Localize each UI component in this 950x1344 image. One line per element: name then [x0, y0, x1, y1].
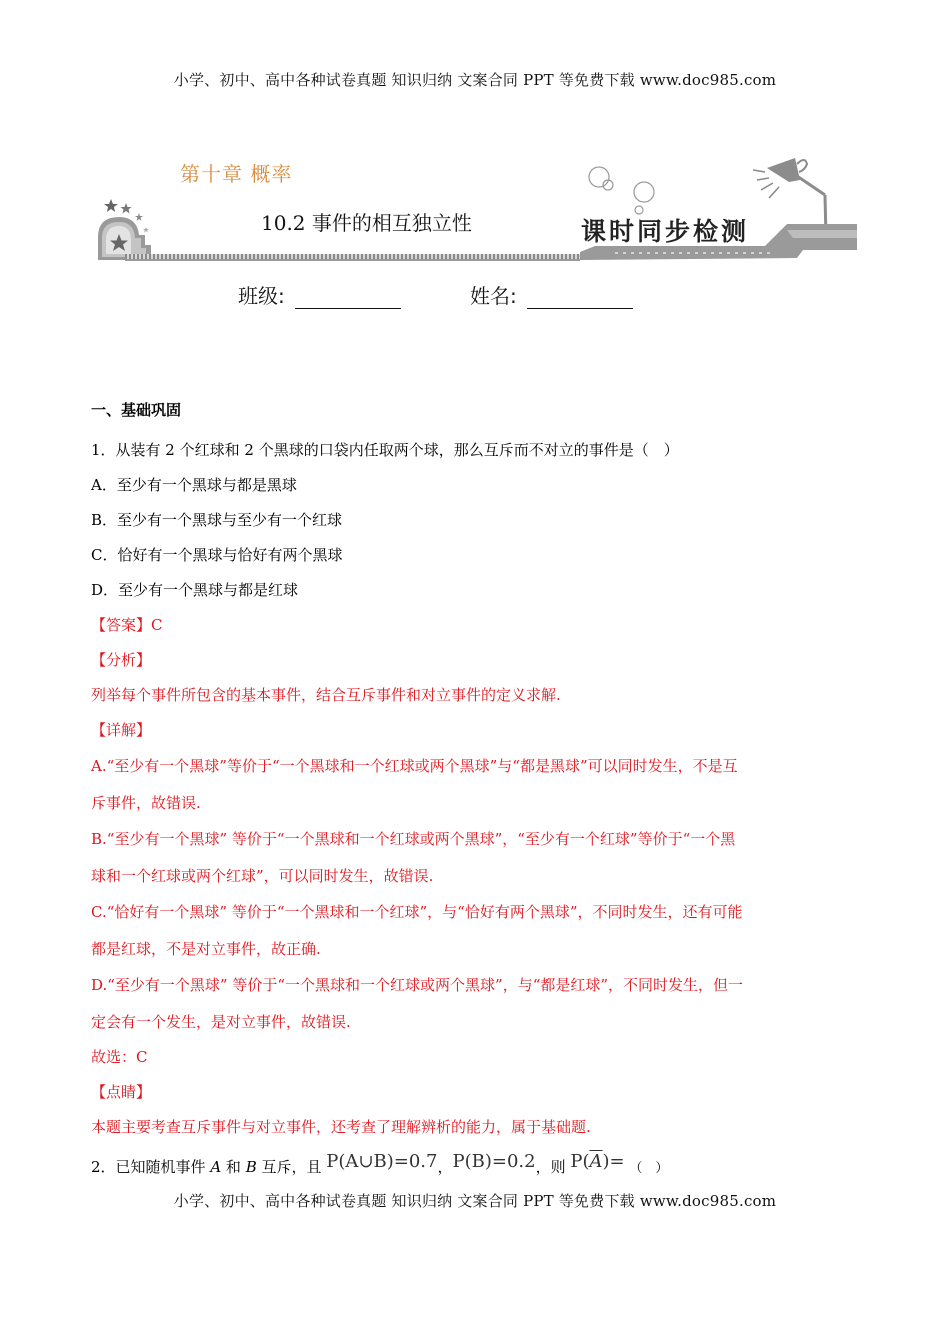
header-watermark: 小学、初中、高中各种试卷真题 知识归纳 文案合同 PPT 等免费下载 www.doc985.com: [173, 71, 777, 89]
chapter-title: 第十章 概率: [180, 162, 293, 186]
question-1-stem: 1．从装有 2 个红球和 2 个黑球的口袋内任取两个球，那么互斥而不对立的事件是（ ）: [91, 441, 679, 459]
detail-line: 斥事件，故错误.: [91, 793, 201, 812]
name-field: [470, 280, 633, 309]
chapter-banner: [95, 140, 865, 265]
name-blank[interactable]: [527, 286, 633, 309]
comment-label: 【点睛】: [91, 1083, 152, 1101]
section-heading: 一、基础巩固: [91, 401, 182, 419]
question-2-stem: 2．已知随机事件 A 和 B 互斥，且 P(A∪B)=0.7，P(B)=0.2，则 $P(\overline{A})=$ （ ）: [91, 1151, 669, 1176]
detail-line: B.“至少有一个黑球” 等价于“一个黑球和一个红球或两个黑球”，“至少有一个红球”等价于“一个黑: [91, 830, 736, 848]
option-b: B．至少有一个黑球与至少有一个红球: [91, 511, 343, 529]
detail-line: 都是红球，不是对立事件，故正确.: [91, 939, 321, 958]
lesson-title: 10.2 事件的相互独立性: [261, 211, 472, 235]
comment-text: 本题主要考查互斥事件与对立事件，还考查了理解辨析的能力，属于基础题.: [91, 1118, 591, 1136]
detail-line: 球和一个红球或两个红球”，可以同时发生，故错误.: [91, 866, 434, 885]
class-blank[interactable]: [295, 286, 401, 309]
banner-divider: [125, 254, 580, 261]
formula-complement: $P(\overline{A})=$: [570, 1151, 625, 1172]
star-badge-icon: [95, 195, 155, 263]
detail-line: 定会有一个发生，是对立事件，故错误.: [91, 1012, 351, 1031]
formula-union: P(A∪B)=0.7: [326, 1151, 438, 1172]
analysis-text: 列举每个事件所包含的基本事件，结合互斥事件和对立事件的定义求解.: [91, 686, 561, 704]
answer-blank: （ ）: [629, 1161, 669, 1176]
student-info-row: [238, 280, 658, 310]
analysis-label: 【分析】: [91, 651, 152, 669]
option-c: C．恰好有一个黑球与恰好有两个黑球: [91, 546, 343, 564]
document-body: [91, 398, 866, 1145]
class-field: [238, 280, 401, 309]
detail-label: 【详解】: [91, 721, 152, 739]
footer-watermark: 小学、初中、高中各种试卷真题 知识归纳 文案合同 PPT 等免费下载 www.doc985.com: [173, 1192, 777, 1210]
class-label: 班级:: [238, 284, 285, 308]
choice-line: 故选：C: [91, 1048, 148, 1066]
name-label: 姓名:: [470, 284, 517, 308]
option-a: A．至少有一个黑球与都是黑球: [91, 476, 297, 494]
detail-line: D.“至少有一个黑球” 等价于“一个黑球和一个红球或两个黑球”，与“都是红球”，不同时发生，但一: [91, 976, 744, 994]
var-a: A: [210, 1158, 222, 1176]
option-d: D．至少有一个黑球与都是红球: [91, 581, 299, 599]
detail-line: C.“恰好有一个黑球” 等价于“一个黑球和一个红球”，与“恰好有两个黑球”，不同时发生，还有可能: [91, 903, 743, 921]
formula-pb: P(B)=0.2: [452, 1151, 536, 1172]
ribbon-title: 课时同步检测: [581, 217, 750, 246]
answer-line: 【答案】C: [91, 616, 163, 634]
detail-line: A.“至少有一个黑球”等价于“一个黑球和一个红球或两个黑球”与“都是黑球”可以同时发生，不是互: [91, 757, 738, 775]
var-b: B: [245, 1158, 257, 1176]
